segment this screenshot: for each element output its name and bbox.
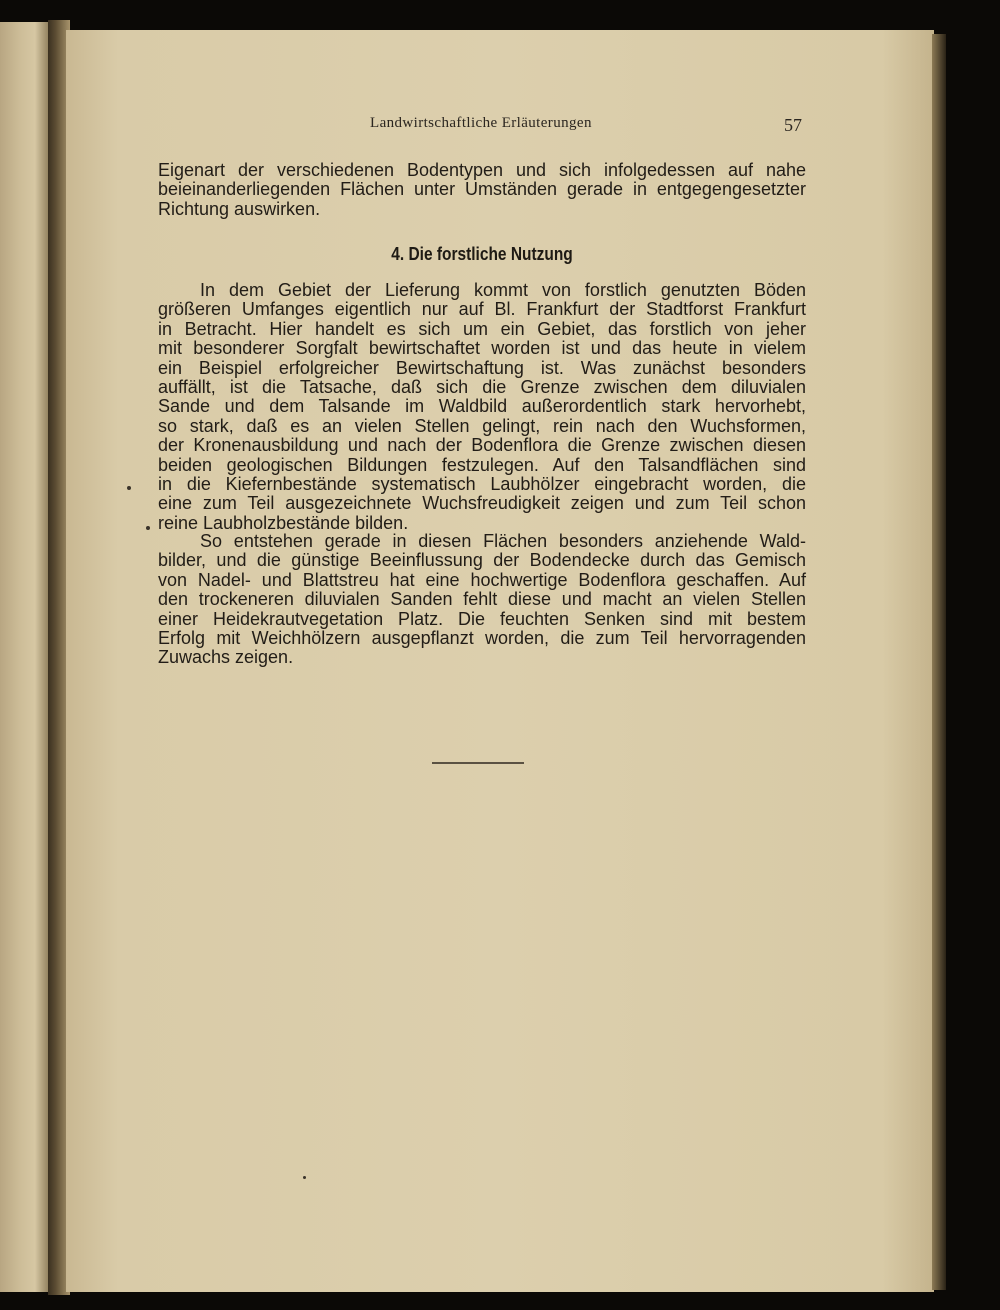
text-line: Eigenart der verschiedenen Bodentypen und sich infolgedessen auf nahe [158, 160, 806, 180]
text-line: den trockeneren diluvialen Sanden fehlt diese und macht an vielen Stellen [158, 589, 806, 610]
text-line: in die Kiefernbestände systematisch Laubhölzer eingebracht worden, die [158, 474, 806, 495]
page-number: 57 [784, 115, 802, 135]
text-line: in Betracht. Hier handelt es sich um ein Gebiet, das forstlich von jeher [158, 318, 806, 339]
text-line: ein Beispiel erfolgreicher Bewirtschaftung ist. Was zunächst besonders [158, 357, 806, 378]
paragraph-forest-use [158, 281, 806, 533]
paragraph-continued [158, 161, 806, 219]
text-line: reine Laubholzbestände bilden. [158, 512, 409, 533]
facing-page-edge [0, 22, 50, 1292]
running-head: Landwirtschaftliche Erläuterungen [370, 115, 592, 131]
text-line: von Nadel- und Blattstreu hat eine hochwertige Bodenflora geschaffen. Auf [158, 569, 806, 590]
text-line: Sande und dem Talsande im Waldbild außerordentlich stark hervorhebt, [158, 396, 806, 417]
text-line: So entstehen gerade in diesen Flächen besonders anziehende Wald- [200, 531, 806, 551]
text-line: eine zum Teil ausgezeichnete Wuchsfreudigkeit zeigen und zum Teil schon [158, 493, 806, 514]
text-line: auffällt, ist die Tatsache, daß sich die Grenze zwischen dem diluvialen [158, 377, 806, 398]
text-line: so stark, daß es an vielen Stellen gelingt, rein nach den Wuchsformen, [158, 415, 806, 436]
text-line: beiden geologischen Bildungen festzulegen. Auf den Talsandflächen sind [158, 454, 806, 475]
text-line: Erfolg mit Weichhölzern ausgepflanzt worden, die zum Teil hervorragenden [158, 628, 806, 649]
text-line: der Kronenausbildung und nach der Bodenflora die Grenze zwischen diesen [158, 435, 806, 456]
text-line: mit besonderer Sorgfalt bewirtschaftet worden ist und das heute in vielem [158, 338, 806, 359]
text-line: größeren Umfanges eigentlich nur auf Bl. Frankfurt der Stadtforst Frankfurt [158, 299, 806, 320]
text-line: einer Heidekrautvegetation Platz. Die feuchten Senken sind mit bestem [158, 608, 806, 629]
section-end-rule [432, 762, 524, 764]
text-line: Zuwachs zeigen. [158, 647, 294, 668]
text-line: bilder, und die günstige Beeinflussung der Bodendecke durch das Gemisch [158, 550, 806, 571]
paragraph-forest-images [158, 532, 806, 668]
ink-speck [303, 1176, 306, 1179]
page-right-edge [932, 34, 946, 1290]
text-line: Richtung auswirken. [158, 198, 321, 219]
ink-speck [127, 486, 131, 490]
text-line: In dem Gebiet der Lieferung kommt von forstlich genutzten Böden [200, 280, 806, 300]
text-line: beieinanderliegenden Flächen unter Umständen gerade in entgegengesetzter [158, 179, 806, 200]
ink-speck [146, 526, 150, 530]
section-heading: 4. Die forstliche Nutzung [391, 244, 573, 264]
